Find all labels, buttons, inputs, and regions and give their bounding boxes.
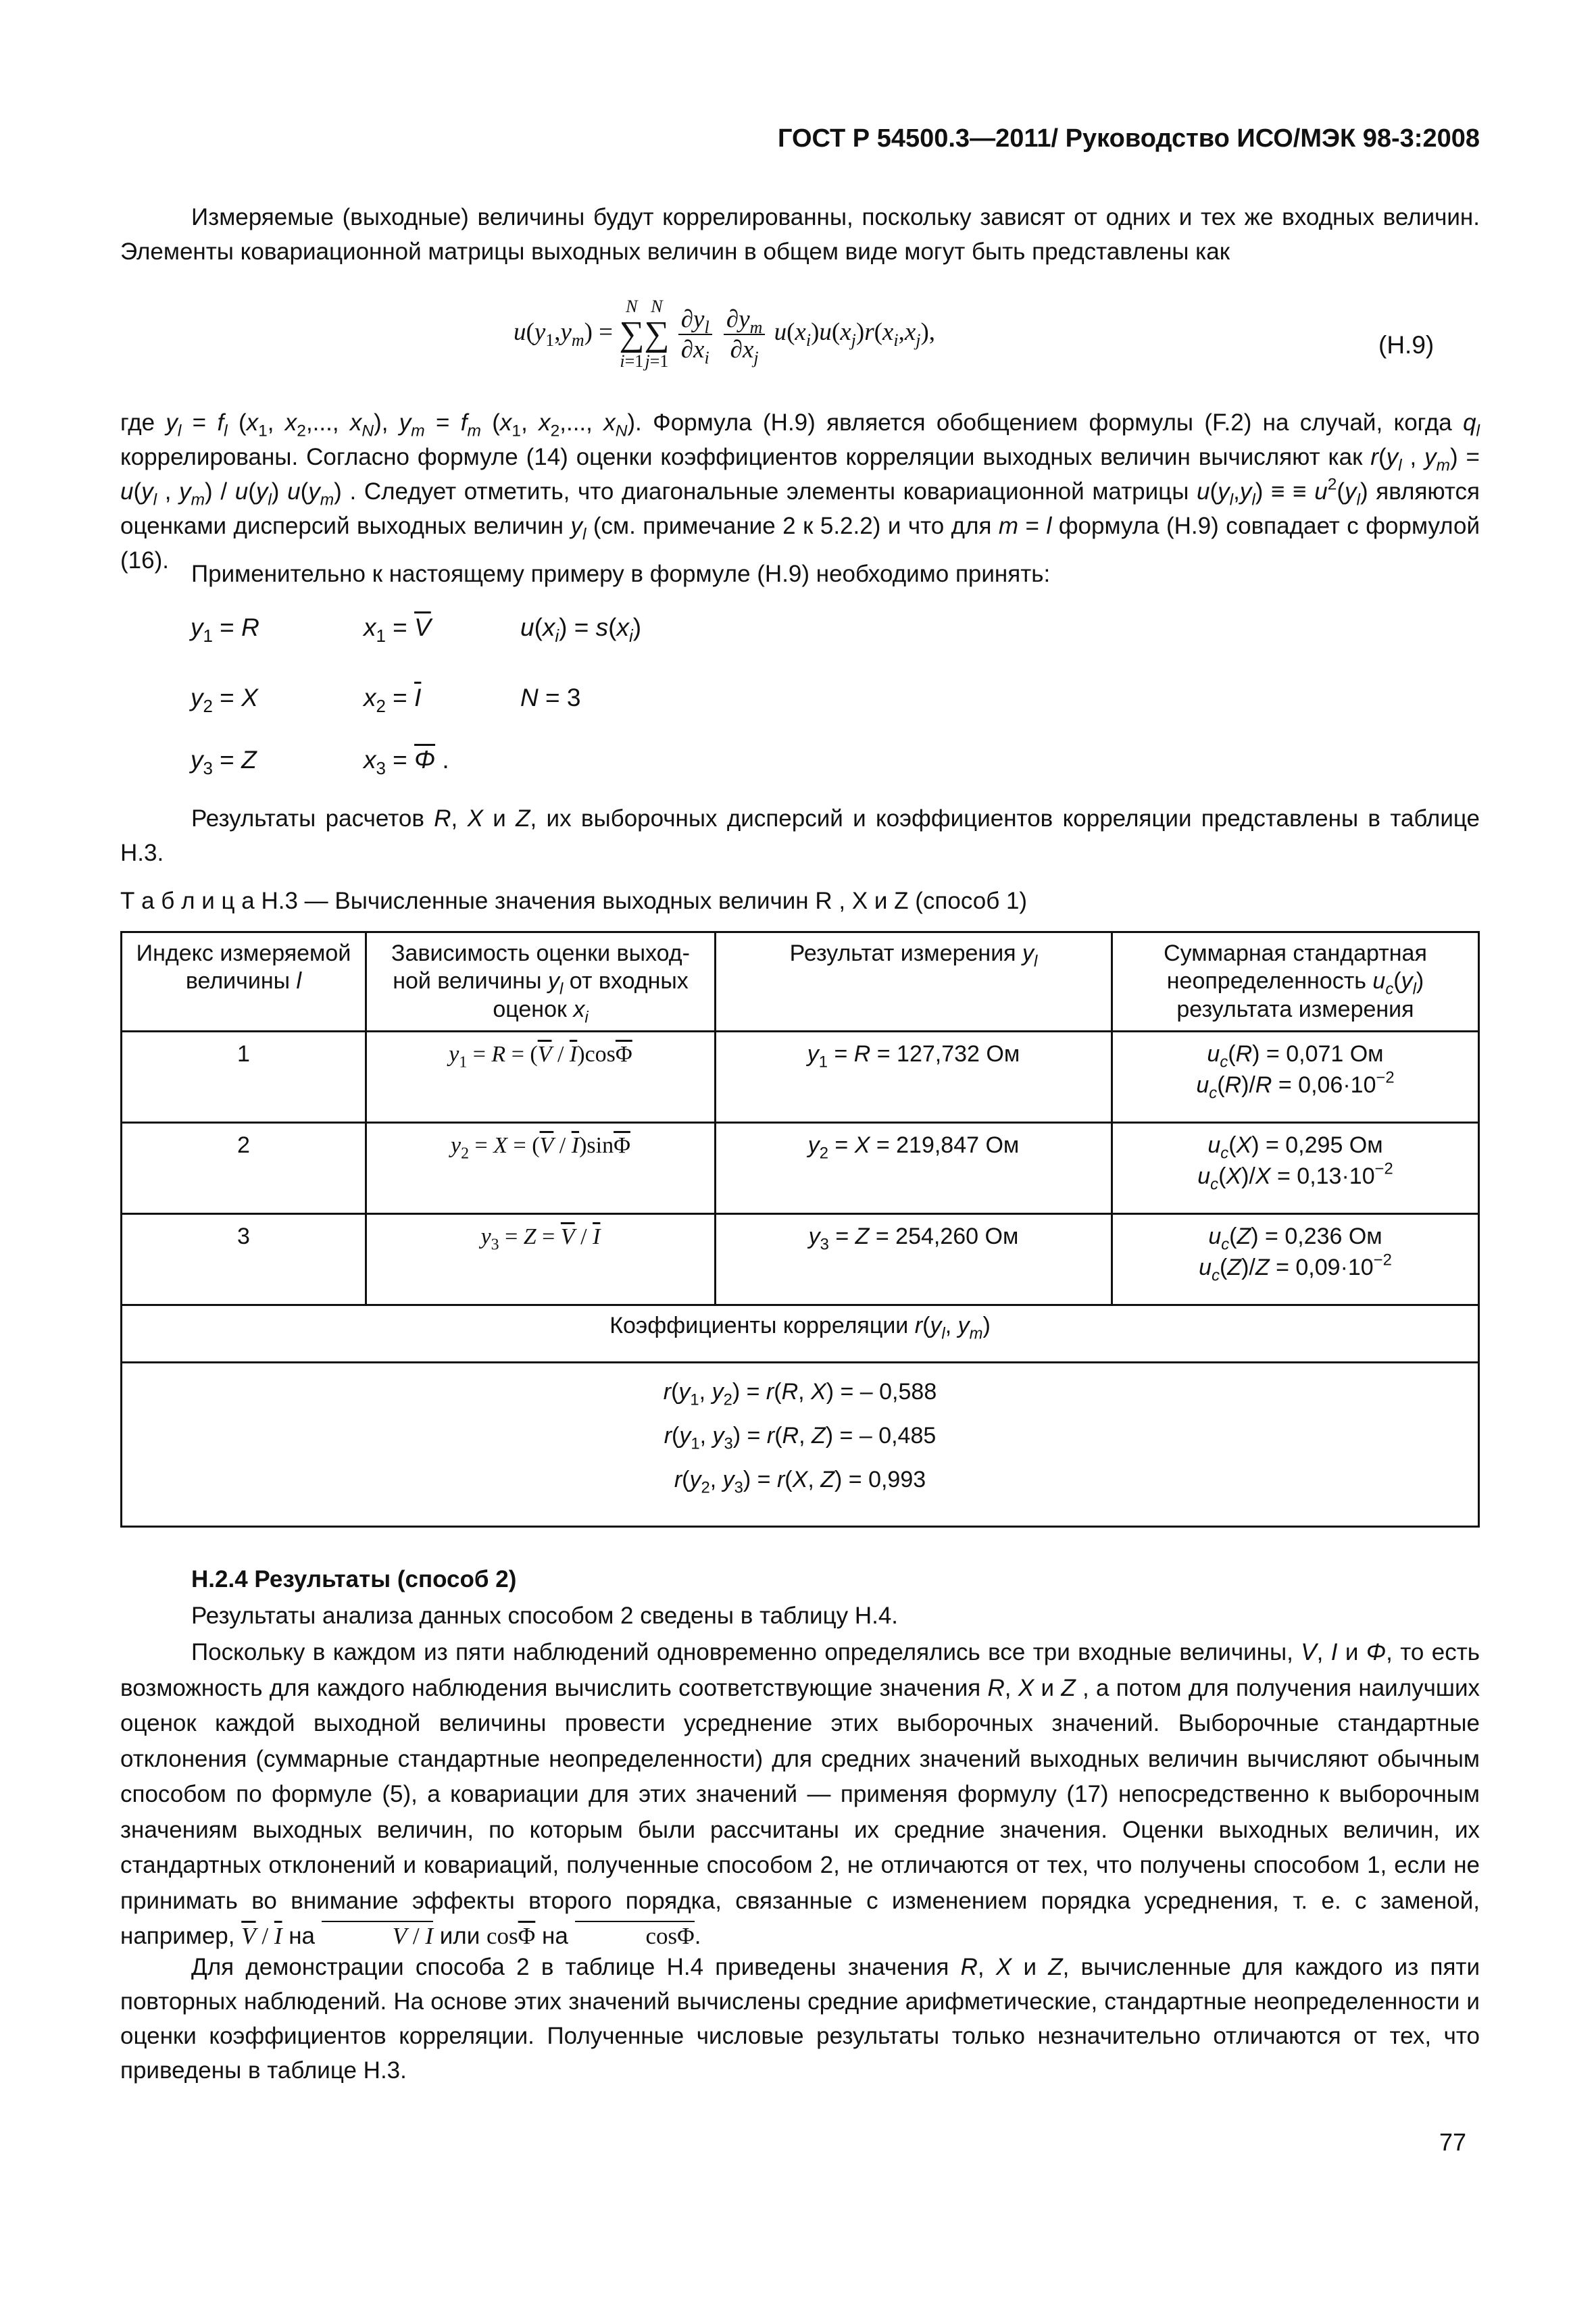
formula-cell: $y_1 = R = (\overline{V} / \overline{I})\cos\overline{\Phi}$ [366, 1032, 716, 1123]
uncertainty-cell: $u_c(X) = 0,295$ Ом $u_c(X)/X = 0,13\cdot 10^{-2}$ [1112, 1123, 1479, 1214]
correlation-header: Коэффициенты корреляции $r(y_l$, $y_m$) [122, 1305, 1479, 1363]
header-uncertainty: Суммарная стандартная неопределенность $u_c(y_l)$ результата измерения [1112, 932, 1479, 1032]
correlation-values: $r(y_1$, $y_2) = r(R$, X) = – 0,588 $r(y_1$, $y_3) = r(R$, Z) = – 0,485 $r(y_2$, $y_3) = r(X$, Z) = 0,993 [122, 1363, 1479, 1527]
where-paragraph: где $y_l = f_l$ ($x_1$, $x_2$,..., $x_N$), $y_m = f_m$ ($x_1$, $x_2$,..., $x_N$). Формула (H.9) является обобщением формулы (F.2) на случай, когда $q_l$ коррелированы. Согласно формуле (14) оценки коэффициентов корреляции выходных величин вычисляют как $r(y_l$ , $y_m) = u(y_l$ , $y_m) / u(y_l)$ $u(y_m)$ . Следует отметить, что диагональные элементы ковариационной матрицы $u(y_l,y_l)$ ≡ ≡ $u^2(y_l)$ являются оценками дисперсий выходных величин $y_l$ (см. примечание 2 к 5.2.2) и что для m = l формула (H.9) совпадает с формулой (16). [120, 409, 1480, 574]
section-title: H.2.4 Результаты (способ 2) [191, 1566, 517, 1592]
result-cell: $y_3 = Z = 254,260$ Ом [716, 1214, 1112, 1305]
intro-paragraph: Измеряемые (выходные) величины будут коррелированны, поскольку зависят от одних и тех же входных величин. Элементы ковариационной матрицы выходных величин в общем виде могут быть представлены как [120, 204, 1480, 266]
section-paragraph-3: Для демонстрации способа 2 в таблице H.4 приведены значения R, X и Z, вычисленные для каждого из пяти повторных наблюдений. На основе этих значений вычислены средние арифметические, стандартные неопределенности и оценки коэффициентов корреляции. Полученные числовые результаты только незначительно отличаются от тех, что приведены в таблице H.3. [120, 1954, 1480, 2084]
row-index: 1 [122, 1032, 366, 1123]
equation-h9: $u(y_1,y_m) = N$ ∑ i=1N ∑ j=1 $\frac{\partial y_l}{\partial x_i}$ $\frac{\partial y_m}{\partial x_j}$ $u(x_i)u(x_j)r(x_i,x_j)$, [514, 297, 936, 371]
uncertainty-cell: $u_c(Z) = 0,236$ Ом $u_c(Z)/Z = 0,09\cdot 10^{-2}$ [1112, 1214, 1479, 1305]
header-index: Индекс измеряемой величины l [122, 932, 366, 1032]
page-number: 77 [1439, 2128, 1467, 2156]
section-paragraph-1: Результаты анализа данных способом 2 сведены в таблицу H.4. [191, 1603, 899, 1629]
page-header: ГОСТ Р 54500.3—2011/ Руководство ИСО/МЭК 98-3:2008 [777, 124, 1480, 153]
table-row [122, 1214, 1479, 1305]
row-index: 3 [122, 1214, 366, 1305]
table-row [122, 1123, 1479, 1214]
results-paragraph: Результаты расчетов R, X и Z, их выборочных дисперсий и коэффициентов корреляции представлены в таблице H.3. [120, 805, 1480, 867]
section-paragraph-2: Поскольку в каждом из пяти наблюдений одновременно определялись все три входные величины, V, I и Φ, то есть возможность для каждого наблюдения вычислить соответствующие значения R, X и Z , а потом для получения наилучших оценок каждой выходной величины провести усреднение этих выборочных значений. Выборочные стандартные отклонения (суммарные стандартные неопределенности) для средних значений выходных величин вычисляют обычным способом по формуле (5), а ковариации для этих значений — применяя формулу (17) непосредственно к выборочным значениям выходных величин, по которым были рассчитаны их средние значения. Оценки выходных величин, их стандартных отклонений и ковариаций, полученные способом 2, не отличаются от тех, что получены способом 1, если не принимать во внимание эффекты второго порядка, связанные с изменением порядка усреднения, т. е. с заменой, например, $\overline{V} / \overline{I}$ на V / I или $\cos\overline{\Phi}$ на cosΦ. [120, 1639, 1480, 1949]
header-dependence: Зависимость оценки выход- ной величины $y_l$ от входных оценок $x_i$ [366, 932, 716, 1032]
row-index: 2 [122, 1123, 366, 1214]
result-cell: $y_1 = R = 127,732$ Ом [716, 1032, 1112, 1123]
apply-paragraph: Применительно к настоящему примеру в формуле (H.9) необходимо принять: [191, 561, 1051, 587]
formula-cell: $y_3 = Z = \overline{V} / \overline{I}$ [366, 1214, 716, 1305]
table-h3 [120, 931, 1480, 1528]
equation-number: (H.9) [1378, 331, 1435, 359]
result-cell: $y_2 = X = 219,847$ Ом [716, 1123, 1112, 1214]
uncertainty-cell: $u_c(R) = 0,071$ Ом $u_c(R)/R = 0,06\cdot 10^{-2}$ [1112, 1032, 1479, 1123]
table-caption: Т а б л и ц а H.3 — Вычисленные значения выходных величин R , X и Z (способ 1) [120, 888, 1028, 914]
header-result: Результат измерения $y_l$ [716, 932, 1112, 1032]
table-row [122, 1032, 1479, 1123]
formula-cell: $y_2 = X = (\overline{V} / \overline{I})\sin\overline{\Phi}$ [366, 1123, 716, 1214]
